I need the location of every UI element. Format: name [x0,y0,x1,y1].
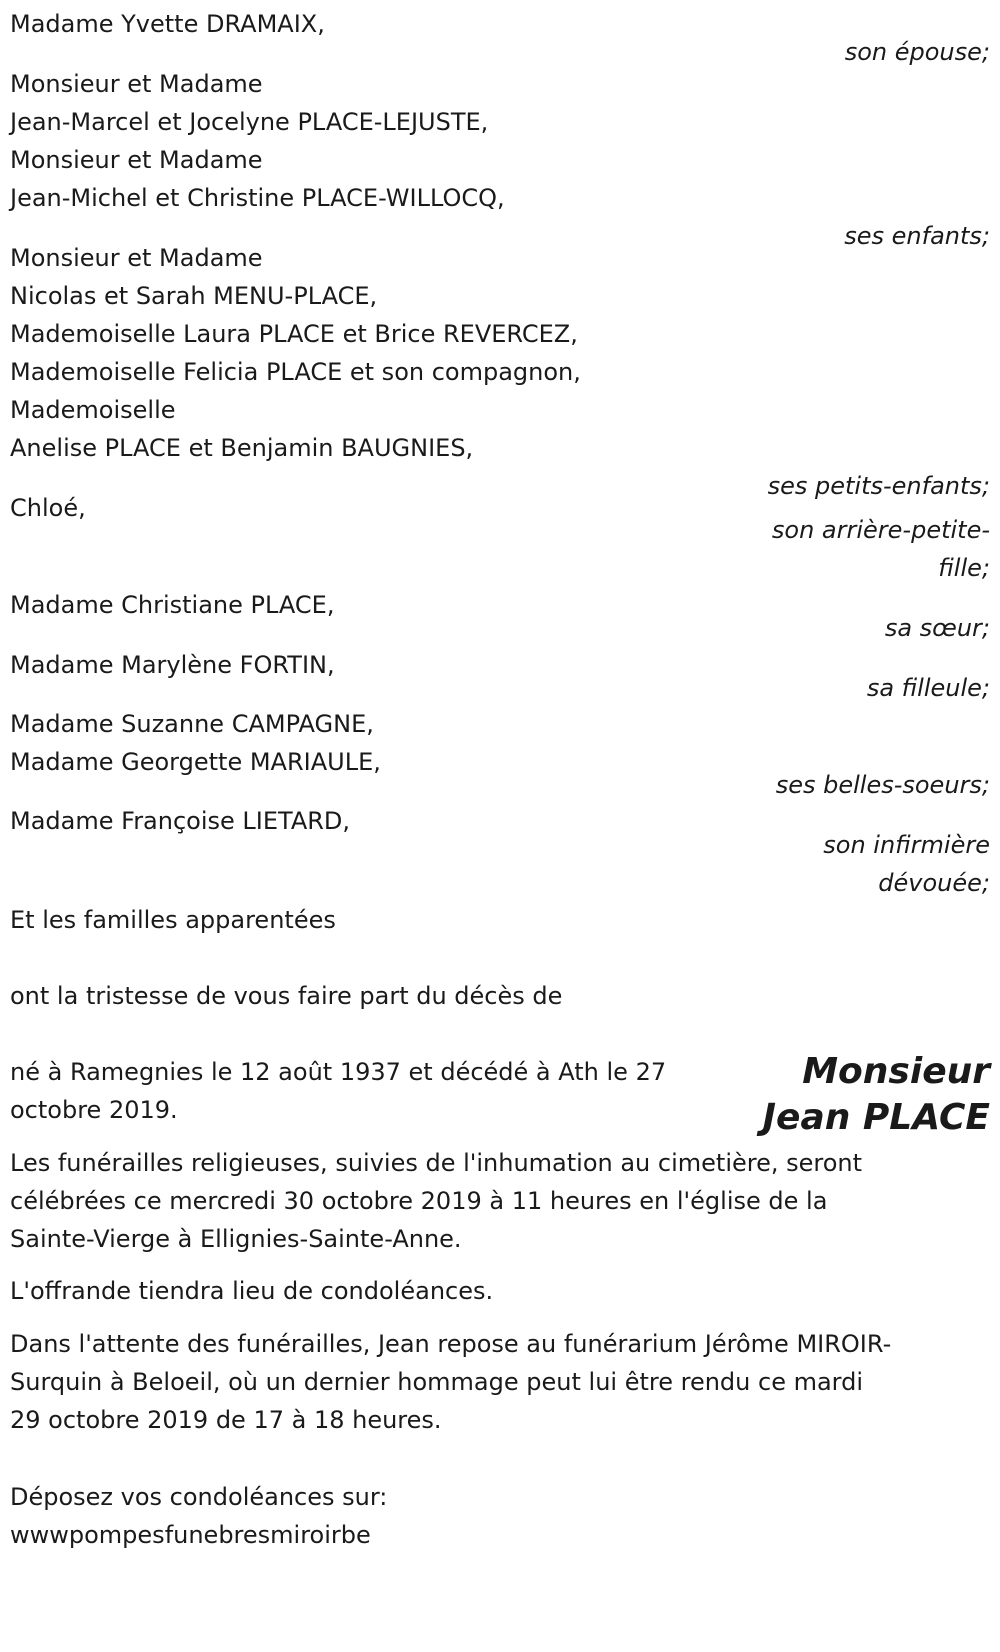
family-name: Madame Yvette DRAMAIX, [10,10,325,38]
relation-label: ses enfants; [844,222,990,250]
announcement-line: ont la tristesse de vous faire part du décès de [10,982,563,1010]
relation-label: dévouée; [878,869,990,897]
funeral-line: célébrées ce mercredi 30 octobre 2019 à 11 heures en l'église de la [10,1187,828,1215]
relation-label: son épouse; [844,38,990,66]
family-name: Mademoiselle Felicia PLACE et son compagnon, [10,358,581,386]
family-group-grandchildren [10,239,990,505]
family-group-sisters-in-law [10,705,990,799]
relation-label: ses petits-enfants; [767,472,990,500]
family-group-goddaughter [10,646,990,702]
family-group-children [10,65,990,255]
deceased-full-name: Jean PLACE [762,1097,990,1138]
funeral-line: Les funérailles religieuses, suivies de l'inhumation au cimetière, seront [10,1149,863,1177]
condolences-link[interactable]: wwwpompesfunebresmiroirbe [10,1521,371,1549]
repose-line: 29 octobre 2019 de 17 à 18 heures. [10,1406,442,1434]
relation-label: sa sœur; [884,614,990,642]
family-name: Madame Christiane PLACE, [10,591,335,619]
family-name: Monsieur et Madame [10,244,263,272]
relation-label: ses belles-soeurs; [775,771,990,799]
family-name: Mademoiselle Laura PLACE et Brice REVERCEZ, [10,320,578,348]
family-name: Monsieur et Madame [10,146,263,174]
repose-line: Dans l'attente des funérailles, Jean repose au funérarium Jérôme MIROIR- [10,1330,892,1358]
family-group-nurse [10,802,990,897]
deceased-name [763,1049,990,1141]
family-group-spouse [10,5,990,66]
funeral-paragraph [10,1144,990,1258]
repose-paragraph [10,1325,990,1439]
repose-line: Surquin à Beloeil, où un dernier hommage peut lui être rendu ce mardi [10,1368,864,1396]
offering-line: L'offrande tiendra lieu de condoléances. [10,1277,494,1305]
funeral-line: Sainte-Vierge à Ellignies-Sainte-Anne. [10,1225,462,1253]
family-name: Jean-Michel et Christine PLACE-WILLOCQ, [10,184,505,212]
relation-label: son infirmière [823,831,990,859]
condolences-label: Déposez vos condoléances sur: [10,1483,388,1511]
family-name: Madame Marylène FORTIN, [10,651,335,679]
relation-label: fille; [938,554,990,582]
birth-death-line: né à Ramegnies le 12 août 1937 et décédé à Ath le 27 [10,1058,667,1086]
family-name: Madame Françoise LIETARD, [10,807,351,835]
obituary-document [10,0,990,1652]
family-name: Madame Suzanne CAMPAGNE, [10,710,374,738]
families-line: Et les familles apparentées [10,906,336,934]
birth-death-line: octobre 2019. [10,1096,178,1124]
family-name: Jean-Marcel et Jocelyne PLACE-LEJUSTE, [10,108,489,136]
relation-label: sa filleule; [866,674,990,702]
family-name: Nicolas et Sarah MENU-PLACE, [10,282,378,310]
birth-death-text [10,1053,730,1129]
deceased-title: Monsieur [802,1051,990,1092]
family-name: Madame Georgette MARIAULE, [10,748,381,776]
relation-label: son arrière-petite- [771,516,990,544]
family-name: Anelise PLACE et Benjamin BAUGNIES, [10,434,474,462]
family-group-sister [10,586,990,642]
family-group-great-granddaughter [10,489,990,582]
family-name: Mademoiselle [10,396,176,424]
family-name: Chloé, [10,494,86,522]
family-name: Monsieur et Madame [10,70,263,98]
